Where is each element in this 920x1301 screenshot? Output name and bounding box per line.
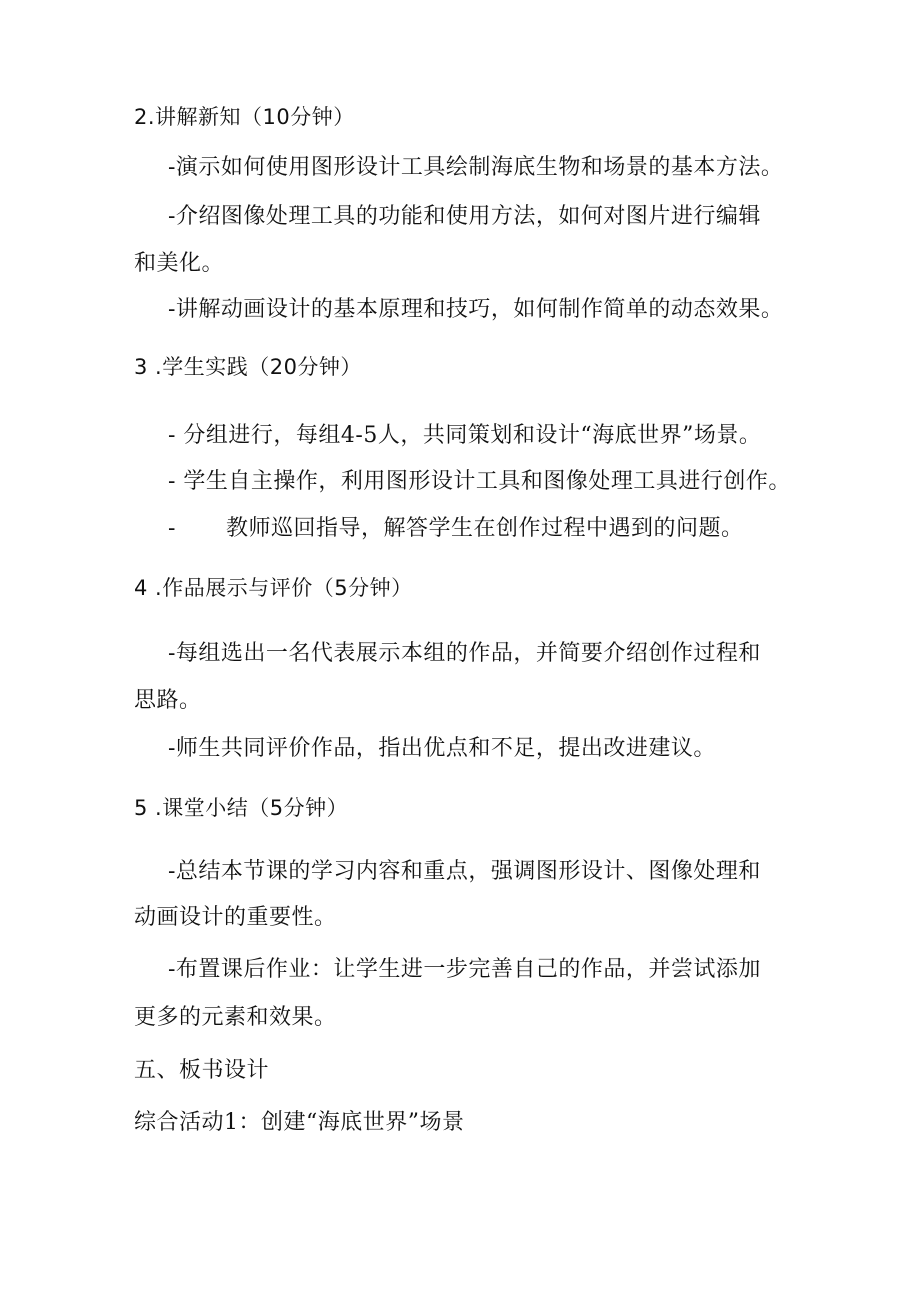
paragraph-line: 和美化。 — [134, 251, 225, 276]
paragraph-line: 动画设计的重要性。 — [134, 905, 337, 930]
section-heading-summary: 5 .课堂小结（5分钟） — [134, 796, 349, 820]
paragraph-line: 思路。 — [134, 688, 202, 713]
list-dash: - — [168, 516, 176, 541]
paragraph-line: -布置课后作业：让学生进一步完善自己的作品，并尝试添加 — [168, 957, 761, 982]
list-text: 教师巡回指导，解答学生在创作过程中遇到的问题。 — [226, 516, 744, 541]
paragraph-line: -每组选出一名代表展示本组的作品，并简要介绍创作过程和 — [168, 641, 761, 666]
section-heading-showcase: 4 .作品展示与评价（5分钟） — [134, 576, 413, 600]
paragraph-line: -演示如何使用图形设计工具绘制海底生物和场景的基本方法。 — [168, 155, 784, 180]
paragraph-line — [168, 515, 744, 543]
paragraph-line: 更多的元素和效果。 — [134, 1005, 337, 1030]
paragraph-line: -师生共同评价作品，指出优点和不足，提出改进建议。 — [168, 736, 716, 761]
paragraph-line: - 学生自主操作，利用图形设计工具和图像处理工具进行创作。 — [168, 469, 791, 494]
section-heading-explain: 2.讲解新知（10分钟） — [134, 105, 355, 129]
section-heading-board: 五、板书设计 — [134, 1058, 270, 1083]
board-title: 综合活动1：创建“海底世界”场景 — [134, 1110, 465, 1135]
paragraph-line: -总结本节课的学习内容和重点，强调图形设计、图像处理和 — [168, 859, 761, 884]
section-heading-practice: 3 .学生实践（20分钟） — [134, 355, 362, 379]
paragraph-line: - 分组进行，每组4-5人，共同策划和设计“海底世界”场景。 — [168, 423, 762, 448]
paragraph-line: -讲解动画设计的基本原理和技巧，如何制作简单的动态效果。 — [168, 297, 784, 322]
paragraph-line: -介绍图像处理工具的功能和使用方法，如何对图片进行编辑 — [168, 204, 761, 229]
